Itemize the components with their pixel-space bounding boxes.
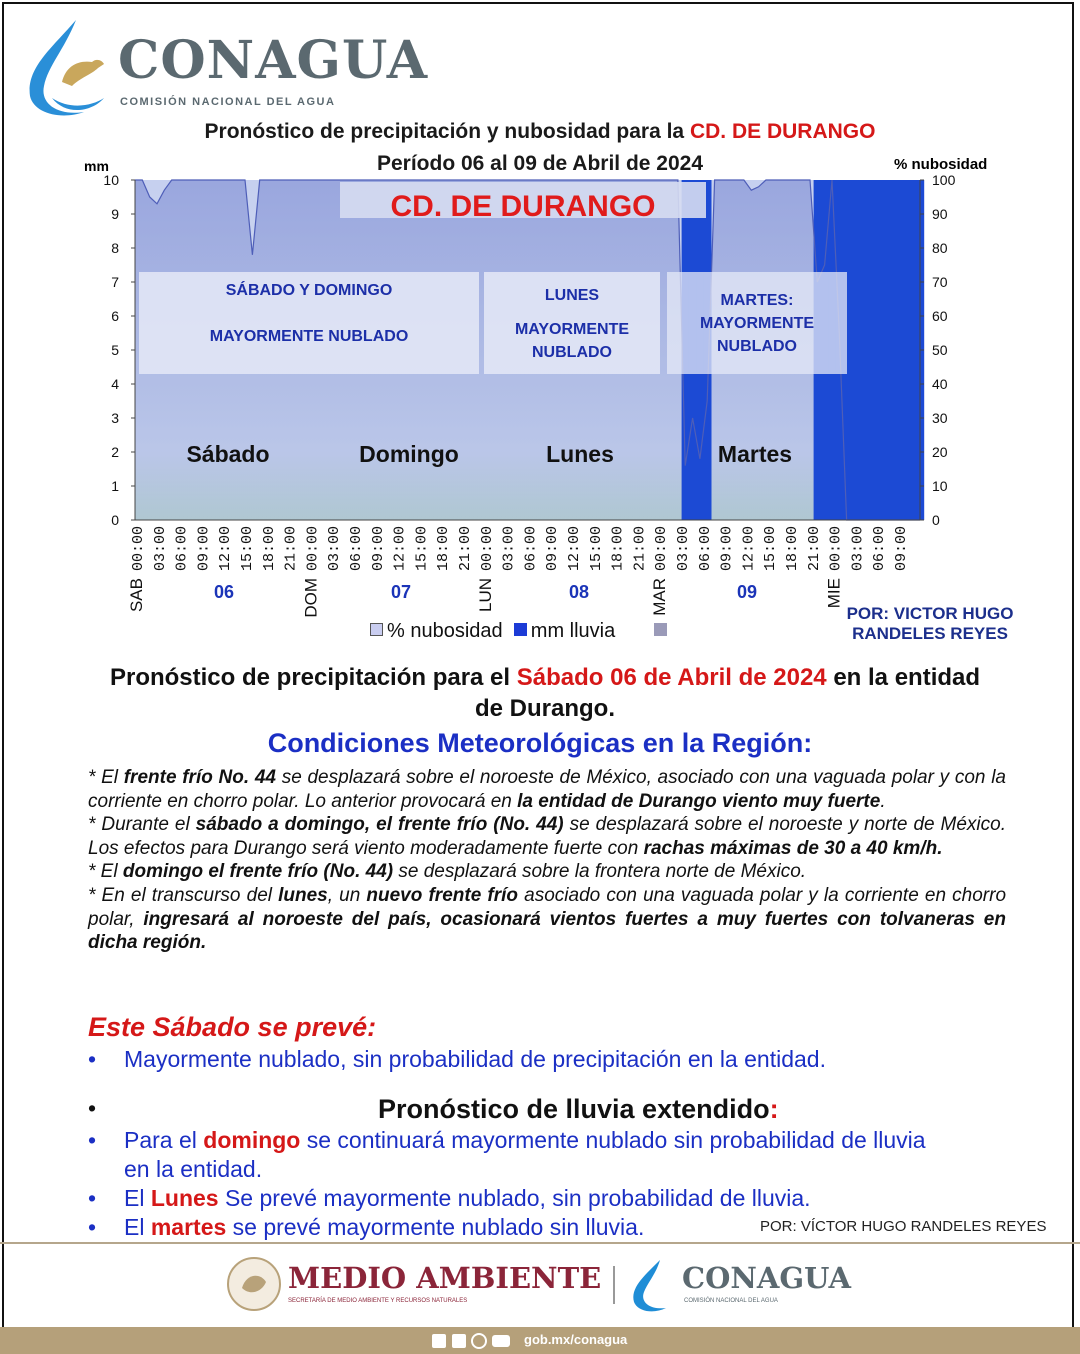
title-city: CD. DE DURANGO [689,120,876,143]
heading-suffix: en la entidad de Durango. [474,664,981,722]
rain-bar [909,180,917,520]
precipitation-cloud-chart [0,0,1080,660]
x-hour-label: 03:00 [675,526,692,572]
legend-swatch-rain [514,623,527,636]
day-number-06: 06 [213,582,235,602]
conditions-title: Condiciones Meteorológicas en la Región: [267,728,813,758]
facebook-icon [432,1334,446,1348]
x-hour-label: 03:00 [500,526,518,572]
chart-title-period: Período 06 al 09 de Abril de 2024 [376,152,704,175]
heading-date: Sábado 06 de Abril de 2024 [516,664,827,691]
annotation-monday-text: MAYORMENTE NUBLADO [514,321,630,361]
extended-item-domingo: • Para el domingo se continuará mayormente nublado sin probabilidad de lluvia en la entidad. [88,1127,926,1182]
chart-inner-title: CD. DE DURANGO [390,190,656,223]
chart-credit-line2: RANDELES REYES [852,624,1008,643]
x-hour-label: 06:00 [173,526,191,572]
x-hour-label: 03:00 [849,526,867,572]
y-right-tick-label: 0 [932,512,940,528]
social-icons [430,1333,516,1349]
x-hour-label: 21:00 [457,526,474,572]
y-left-tick-label: 0 [111,512,119,528]
y-left-tick-label: 1 [111,478,119,494]
x-hour-label: 00:00 [304,526,322,572]
x-hour-label: 21:00 [631,526,649,572]
x-day-prefix-label: MAR [650,578,670,616]
chart-credit [840,604,1020,644]
y-left-tick-label: 8 [111,240,119,256]
day-number-08: 08 [568,582,590,602]
day-number-07: 07 [390,582,412,602]
title-prefix: Pronóstico de precipitación y nubosidad para la [204,120,685,143]
x-hour-label: 00:00 [130,526,147,572]
rain-bar [880,180,888,520]
footer-logos [220,1252,880,1322]
today-forecast-item: • Mayormente nublado, sin probabilidad de precipitación en la entidad. [88,1046,826,1072]
x-hour-label: 00:00 [653,526,671,572]
rain-bar [894,180,902,520]
y-right-tick-label: 50 [932,342,948,358]
x-hour-label: 09:00 [369,526,387,572]
y-left-tick-label: 3 [111,410,119,426]
day-name-martes: Martes [717,441,793,467]
condition-paragraph-3: * El domingo el frente frío (No. 44) se desplazará sobre la frontera norte de México. [88,861,807,883]
legend-rain-label: mm lluvia [530,620,616,642]
conagua-small-logo-icon [633,1260,666,1311]
x-hour-label: 21:00 [805,526,823,572]
extended-forecast-title: Pronóstico de lluvia extendido: [378,1094,779,1124]
annotation-weekend-text: MAYORMENTE NUBLADO [209,328,409,345]
y-right-tick-label: 60 [932,308,948,324]
rain-bar [872,180,880,520]
condition-paragraph-4: * En el transcurso del lunes, un nuevo frente frío asociado con una vaguada polar y la corriente en chorro polar, ingresará al noroeste del país, ocasionará vientos fuertes a muy fuertes con tolvaneras en dicha región. [88,884,1007,954]
x-hour-label: 06:00 [871,526,889,572]
x-hour-label: 00:00 [827,526,845,572]
medio-ambiente-logo-text: MEDIO AMBIENTE [288,1261,602,1295]
x-hour-label: 03:00 [326,526,344,572]
x-hour-label: 09:00 [718,526,736,572]
y-left-tick-label: 6 [111,308,119,324]
day-number-09: 09 [736,582,758,602]
x-hour-label: 06:00 [522,526,540,572]
chart-credit-line1: POR: VICTOR HUGO [846,604,1014,623]
conagua-wordmark: CONAGUA [118,30,429,91]
x-hour-label: 15:00 [762,526,780,572]
annotation-tuesday-text: MAYORMENTE NUBLADO [699,315,815,355]
rain-bar [902,180,910,520]
y-left-tick-label: 4 [111,376,119,392]
y-axis-left-label: mm [84,158,109,174]
x-hour-label: 15:00 [587,526,605,572]
instagram-icon [472,1334,486,1348]
conagua-subtitle: COMISIÓN NACIONAL DEL AGUA [120,96,336,108]
x-hour-label: 18:00 [609,526,627,572]
condition-paragraph-1: * El frente frío No. 44 se desplazará sobre el noroeste de México, asociado con una vaguada polar y con la corriente en chorro polar. Lo anterior provocará en la entidad de Durango viento muy fuerte. [88,767,1006,812]
x-hour-label: 15:00 [413,526,431,572]
x-day-prefix-label: SAB [127,578,146,613]
day-name-sabado: Sábado [186,441,270,467]
x-hour-label: 18:00 [435,526,453,572]
rain-bar [858,180,866,520]
legend-swatch-cloud [370,623,383,636]
x-hour-label: 18:00 [784,526,801,572]
footer-website[interactable]: gob.mx/conagua [524,1332,628,1347]
y-right-tick-label: 30 [932,410,948,426]
today-forecast-title: Este Sábado se prevé: [88,1012,377,1042]
forecast-heading [100,662,990,724]
conagua-footer-text: CONAGUA [682,1261,852,1295]
x-hour-label: 12:00 [391,526,409,572]
x-day-prefix-label: MIE [824,578,844,609]
annotation-monday-title: LUNES [544,287,600,304]
y-left-tick-label: 7 [111,274,119,290]
y-left-tick-label: 5 [111,342,119,358]
x-hour-label: 09:00 [195,526,213,572]
x-day-prefix-label: DOM [301,578,321,618]
rain-bar [865,180,873,520]
y-right-tick-label: 20 [932,444,948,460]
medio-ambiente-subtitle: SECRETARÍA DE MEDIO AMBIENTE Y RECURSOS NATURALES [288,1298,468,1304]
rain-bar [850,180,858,520]
twitter-icon [452,1334,466,1348]
youtube-icon [492,1335,510,1347]
x-day-prefix-label: LUN [475,578,495,613]
x-hour-label: 15:00 [239,526,256,572]
y-left-tick-label: 10 [103,172,119,188]
y-left-tick-label: 2 [111,444,119,460]
y-right-tick-label: 90 [932,206,948,222]
condition-paragraph-2: * Durante el sábado a domingo, el frente frío (No. 44) se desplazará sobre el noroeste y norte de México. Los efectos para Durango será viento moderadamente fuerte con rachas máximas de 30 a 40 km/h. [88,814,1006,859]
extended-item-lunes: • El Lunes Se prevé mayormente nublado, sin probabilidad de lluvia. [88,1185,811,1211]
y-axis-right-label: % nubosidad [894,156,988,173]
extended-bullet: • [88,1095,97,1121]
y-right-tick-label: 40 [932,376,948,392]
y-right-tick-label: 80 [932,240,948,256]
y-left-tick-label: 9 [111,206,119,222]
x-hour-label: 12:00 [217,526,235,572]
annotation-tuesday-title: MARTES: [720,292,794,309]
footer-divider [0,1242,1080,1244]
legend-swatch-extra [654,623,667,636]
forecast-credit: POR: VÍCTOR HUGO RANDELES REYES [760,1218,1047,1235]
day-name-domingo: Domingo [359,441,459,467]
x-hour-label: 06:00 [348,526,365,572]
extended-item-martes: • El martes se prevé mayormente nublado sin lluvia. [88,1214,645,1240]
chart-legend [370,620,671,643]
x-hour-label: 21:00 [282,526,300,572]
heading-prefix: Pronóstico de precipitación para el [109,664,511,691]
annotation-weekend-title: SÁBADO Y DOMINGO [225,282,393,299]
y-right-tick-label: 10 [932,478,948,494]
rain-bar [887,180,895,520]
x-hour-label: 12:00 [740,526,758,572]
legend-cloud-label: % nubosidad [387,620,503,642]
x-hour-label: 18:00 [260,526,278,572]
conditions-body [88,766,1006,955]
x-hour-label: 00:00 [478,526,496,572]
y-right-tick-label: 70 [932,274,948,290]
x-hour-label: 03:00 [151,526,169,572]
x-hour-label: 06:00 [696,526,714,572]
x-hour-label: 09:00 [893,526,910,572]
x-hour-label: 12:00 [566,526,583,572]
day-name-lunes: Lunes [546,441,614,467]
x-hour-label: 09:00 [544,526,562,572]
y-right-tick-label: 100 [932,172,956,188]
conagua-footer-subtitle: COMISIÓN NACIONAL DEL AGUA [684,1298,778,1304]
